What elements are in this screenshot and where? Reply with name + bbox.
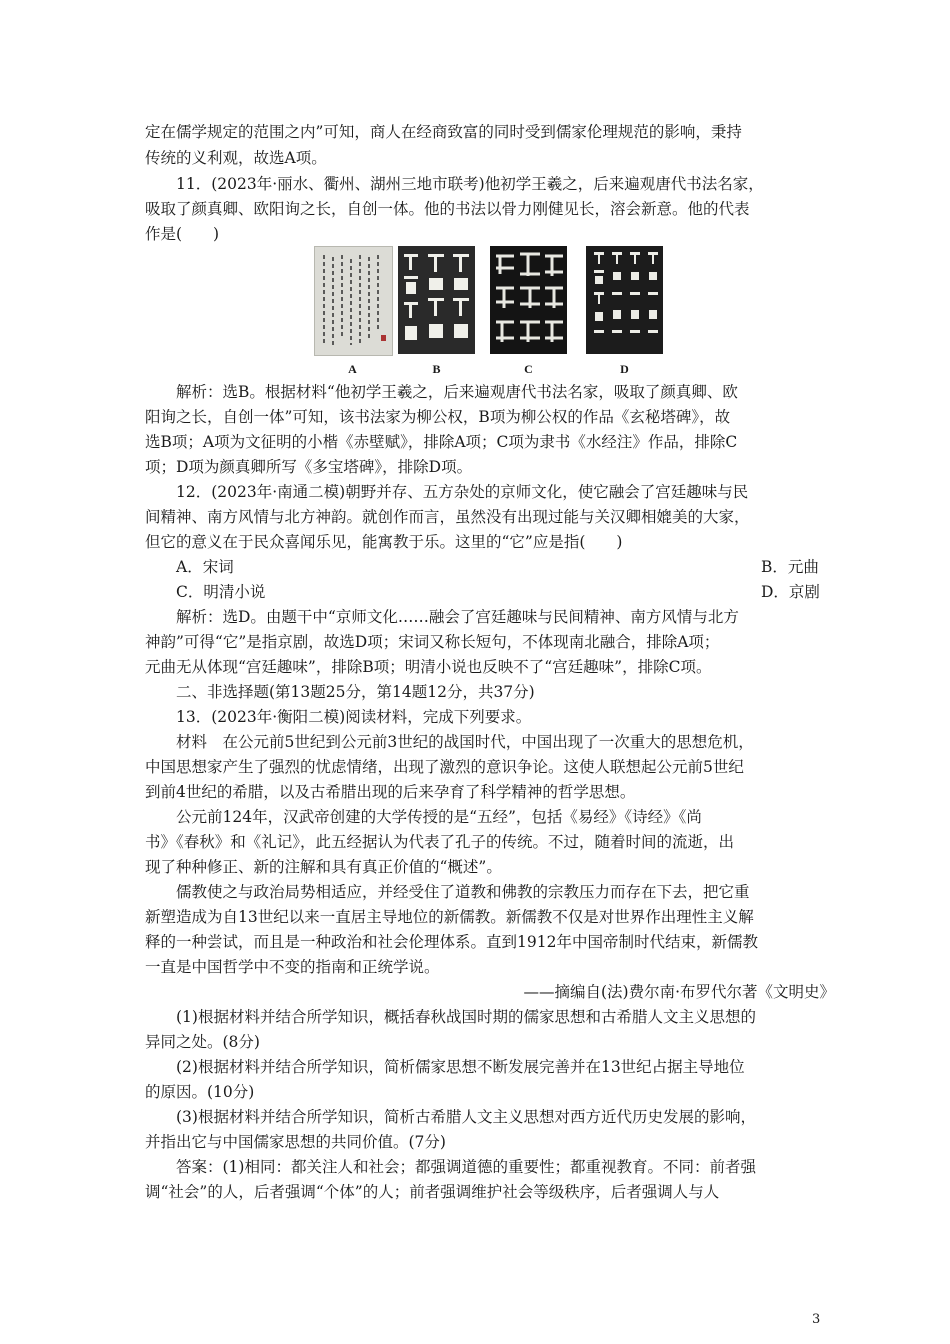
calligraphy-figures: [310, 246, 680, 381]
answer-11-line: 项；D项为颜真卿所写《多宝塔碑》，排除D项。: [145, 458, 473, 476]
section-heading: 二、非选择题(第13题25分，第14题12分，共37分): [176, 683, 535, 701]
option-d: D．京剧: [761, 583, 820, 601]
answer-12-line: 解析：选D。由题干中“京师文化……融会了宫廷趣味与民间精神、南方风情与北方: [176, 608, 739, 626]
material-line: 儒教使之与政治局势相适应，并经受住了道教和佛教的宗教压力而存在下去，把它重: [176, 883, 750, 901]
paragraph-line: 定在儒学规定的范围之内”可知，商人在经商致富的同时受到儒家伦理规范的影响，秉持: [145, 123, 742, 141]
requirement-1-line: 异同之处。(8分): [145, 1033, 260, 1051]
paragraph-line: 传统的义利观，故选A项。: [145, 149, 327, 167]
material-line: 公元前124年，汉武帝创建的大学传授的是“五经”，包括《易经》《诗经》《尚: [176, 808, 702, 826]
figure-label-b: B: [432, 362, 441, 376]
material-line: 书》《春秋》和《礼记》，此五经据认为代表了孔子的传统。不过，随着时间的流逝，出: [145, 833, 735, 851]
requirement-3-line: (3)根据材料并结合所学知识，简析古希腊人文主义思想对西方近代历史发展的影响，: [176, 1108, 756, 1126]
question-11-line: 11．(2023年·丽水、衢州、湖州三地市联考)他初学王羲之，后来遍观唐代书法名家，: [176, 175, 764, 193]
question-11-line: 作是( ): [145, 225, 220, 243]
calligraphy-image-b: [398, 246, 475, 354]
answer-13-line: 答案：(1)相同：都关注人和社会；都强调道德的重要性；都重视教育。不同：前者强: [176, 1158, 756, 1176]
answer-12-line: 元曲无从体现“宫廷趣味”，排除B项；明清小说也反映不了“宫廷趣味”，排除C项。: [145, 658, 712, 676]
option-a: A．宋词: [176, 558, 234, 576]
calligraphy-image-a: [314, 246, 393, 356]
options-row: [176, 581, 835, 603]
material-line: 材料 在公元前5世纪到公元前3世纪的战国时代，中国出现了一次重大的思想危机，: [176, 733, 754, 751]
material-line: 释的一种尝试，而且是一种政治和社会伦理体系。直到1912年中国帝制时代结束，新儒教: [145, 933, 758, 951]
calligraphy-image-c: [490, 246, 567, 354]
material-line: 中国思想家产生了强烈的忧虑情绪，出现了激烈的意识争论。这使人联想起公元前5世纪: [145, 758, 744, 776]
option-b: B．元曲: [761, 558, 819, 576]
figure-label-d: D: [620, 362, 629, 376]
answer-11-line: 阳询之长，自创一体”可知，该书法家为柳公权，B项为柳公权的作品《玄秘塔碑》，故: [145, 408, 731, 426]
figure-label-a: A: [348, 362, 357, 376]
figure-label-c: C: [524, 362, 533, 376]
answer-13-line: 调“社会”的人，后者强调“个体”的人；前者强调维护社会等级秩序，后者强调人与人: [145, 1183, 720, 1201]
material-line: 现了种种修正、新的注解和具有真正价值的“概述”。: [145, 858, 502, 876]
calligraphy-image-d: [586, 246, 663, 354]
answer-11-line: 解析：选B。根据材料“他初学王羲之，后来遍观唐代书法名家，吸取了颜真卿、欧: [176, 383, 738, 401]
page-number: 3: [812, 1312, 821, 1327]
material-line: 新塑造成为自13世纪以来一直居主导地位的新儒教。新儒教不仅是对世界作出理性主义解: [145, 908, 754, 926]
material-line: 一直是中国哲学中不变的指南和正统学说。: [145, 958, 440, 976]
requirement-2-line: (2)根据材料并结合所学知识，简析儒家思想不断发展完善并在13世纪占据主导地位: [176, 1058, 745, 1076]
material-line: 到前4世纪的希腊，以及古希腊出现的后来孕育了科学精神的哲学思想。: [145, 783, 636, 801]
options-row: [176, 556, 835, 578]
question-12-line: 但它的意义在于民众喜闻乐见，能寓教于乐。这里的“它”应是指( ): [145, 533, 623, 551]
option-c: C．明清小说: [176, 583, 266, 601]
material-source: ——摘编自(法)费尔南·布罗代尔著《文明史》: [523, 983, 835, 1001]
question-12-line: 12．(2023年·南通二模)朝野并存、五方杂处的京师文化，使它融会了宫廷趣味与民: [176, 483, 749, 501]
question-12-line: 间精神、南方风情与北方神韵。就创作而言，虽然没有出现过能与关汉卿相媲美的大家，: [145, 508, 750, 526]
question-13-title: 13．(2023年·衡阳二模)阅读材料，完成下列要求。: [176, 708, 532, 726]
requirement-1-line: (1)根据材料并结合所学知识，概括春秋战国时期的儒家思想和古希腊人文主义思想的: [176, 1008, 756, 1026]
question-11-line: 吸取了颜真卿、欧阳询之长，自创一体。他的书法以骨力刚健见长，溶会新意。他的代表: [145, 200, 750, 218]
requirement-2-line: 的原因。(10分): [145, 1083, 255, 1101]
requirement-3-line: 并指出它与中国儒家思想的共同价值。(7分): [145, 1133, 446, 1151]
answer-12-line: 神韵”可得“它”是指京剧，故选D项；宋词又称长短句，不体现南北融合，排除A项；: [145, 633, 720, 651]
answer-11-line: 选B项；A项为文征明的小楷《赤壁赋》，排除A项；C项为隶书《水经注》作品，排除C: [145, 433, 738, 451]
